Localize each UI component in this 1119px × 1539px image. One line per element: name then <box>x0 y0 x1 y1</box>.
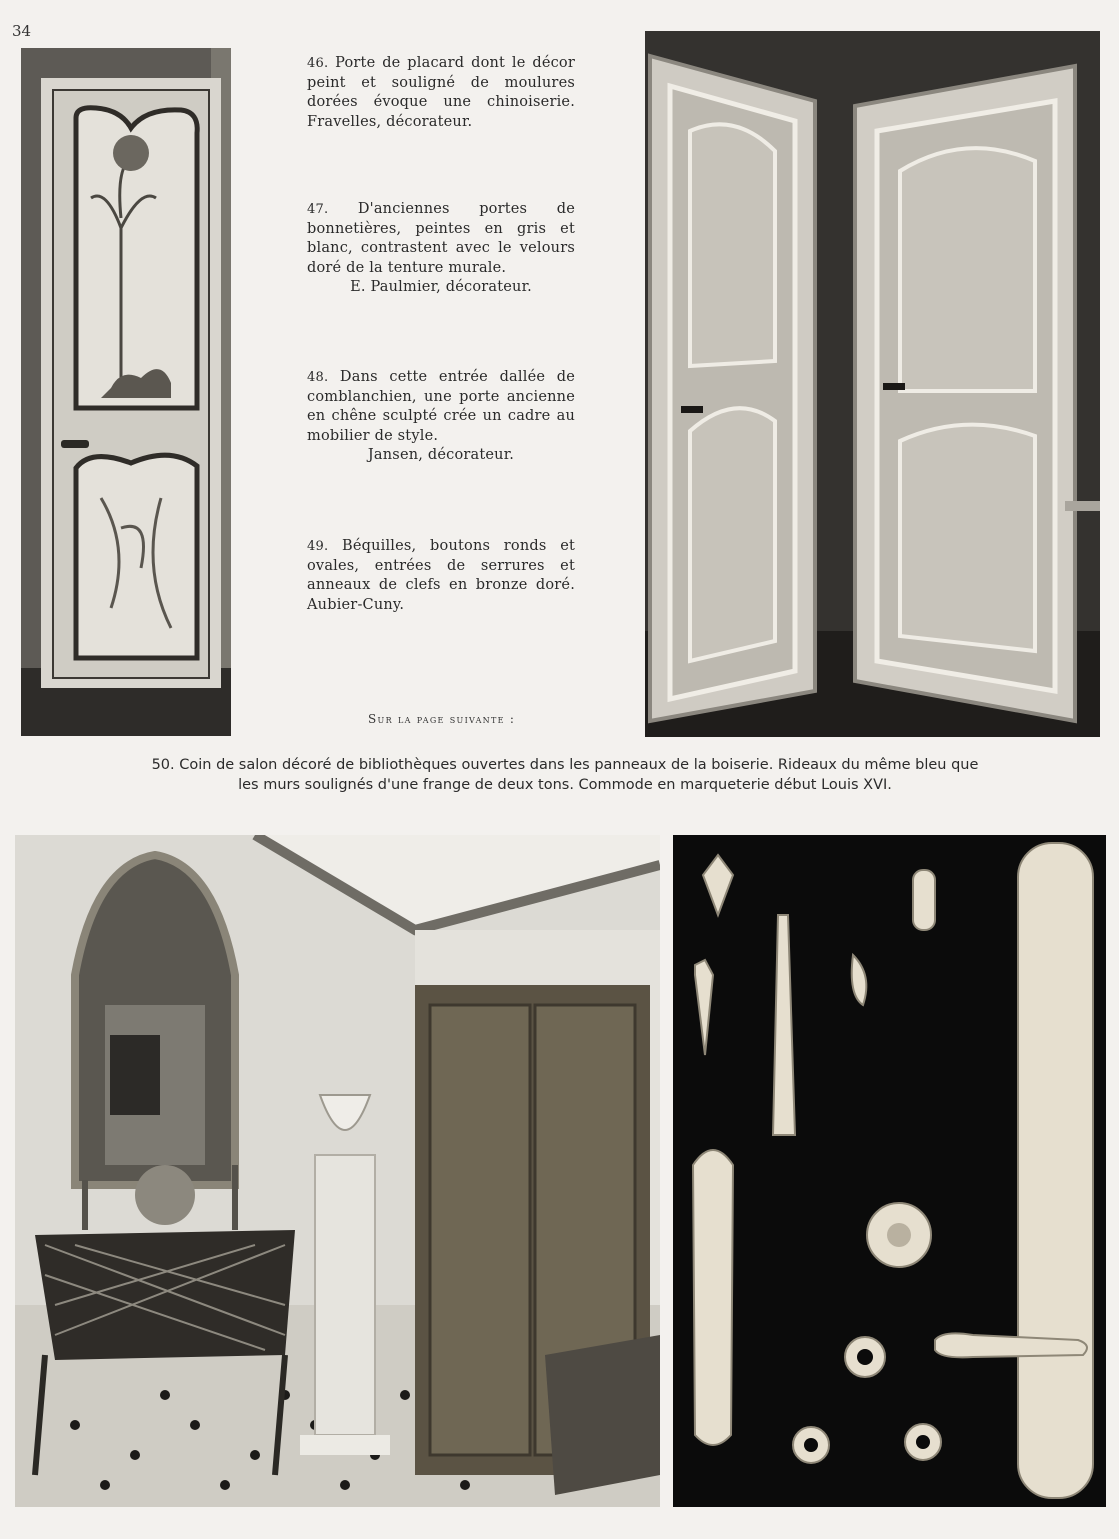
caption-49 <box>307 537 575 615</box>
caption-48-text: Dans cette entrée dallée de comblanchien, une porte ancienne en chêne sculpté crée un cadre au mobilier de style. <box>307 369 576 444</box>
caption-49-credit: Aubier-Cuny. <box>307 596 405 613</box>
next-page-label: Sur la page suivante : <box>368 712 516 726</box>
photo-painted-cupboard-door <box>21 48 231 736</box>
photo-bronze-hardware <box>673 835 1106 1507</box>
caption-50-line2: les murs soulignés d'une frange de deux tons. Commode en marqueterie début Louis XVI. <box>238 777 892 793</box>
caption-47-number: 47. <box>307 202 329 217</box>
caption-50-line1 <box>90 755 1040 775</box>
caption-46-credit: Fravelles, décorateur. <box>307 113 473 130</box>
caption-47-text: D'anciennes portes de bonnetières, peintes en gris et blanc, contrastent avec le velours doré de la tenture murale. <box>307 201 575 276</box>
caption-46 <box>307 54 575 132</box>
photo-entrance-hall <box>15 835 660 1507</box>
caption-48 <box>307 368 575 466</box>
caption-46-number: 46. <box>307 56 329 71</box>
caption-50-number: 50. <box>151 757 175 773</box>
caption-47 <box>307 200 575 298</box>
caption-49-number: 49. <box>307 539 329 554</box>
page-number: 34 <box>12 22 32 40</box>
caption-50 <box>90 755 1040 795</box>
caption-49-text: Béquilles, boutons ronds et ovales, entrées de serrures et anneaux de clefs en bronze doré. <box>307 538 576 593</box>
caption-46-text: Porte de placard dont le décor peint et souligné de moulures dorées évoque une chinoiserie. <box>307 55 575 110</box>
caption-50-line1-text: Coin de salon décoré de bibliothèques ouvertes dans les panneaux de la boiserie. Rideaux du même bleu que <box>179 757 979 773</box>
caption-47-credit: E. Paulmier, décorateur. <box>350 279 532 295</box>
caption-48-number: 48. <box>307 370 329 385</box>
photo-corner-doors <box>645 31 1100 737</box>
caption-48-credit: Jansen, décorateur. <box>367 447 515 463</box>
